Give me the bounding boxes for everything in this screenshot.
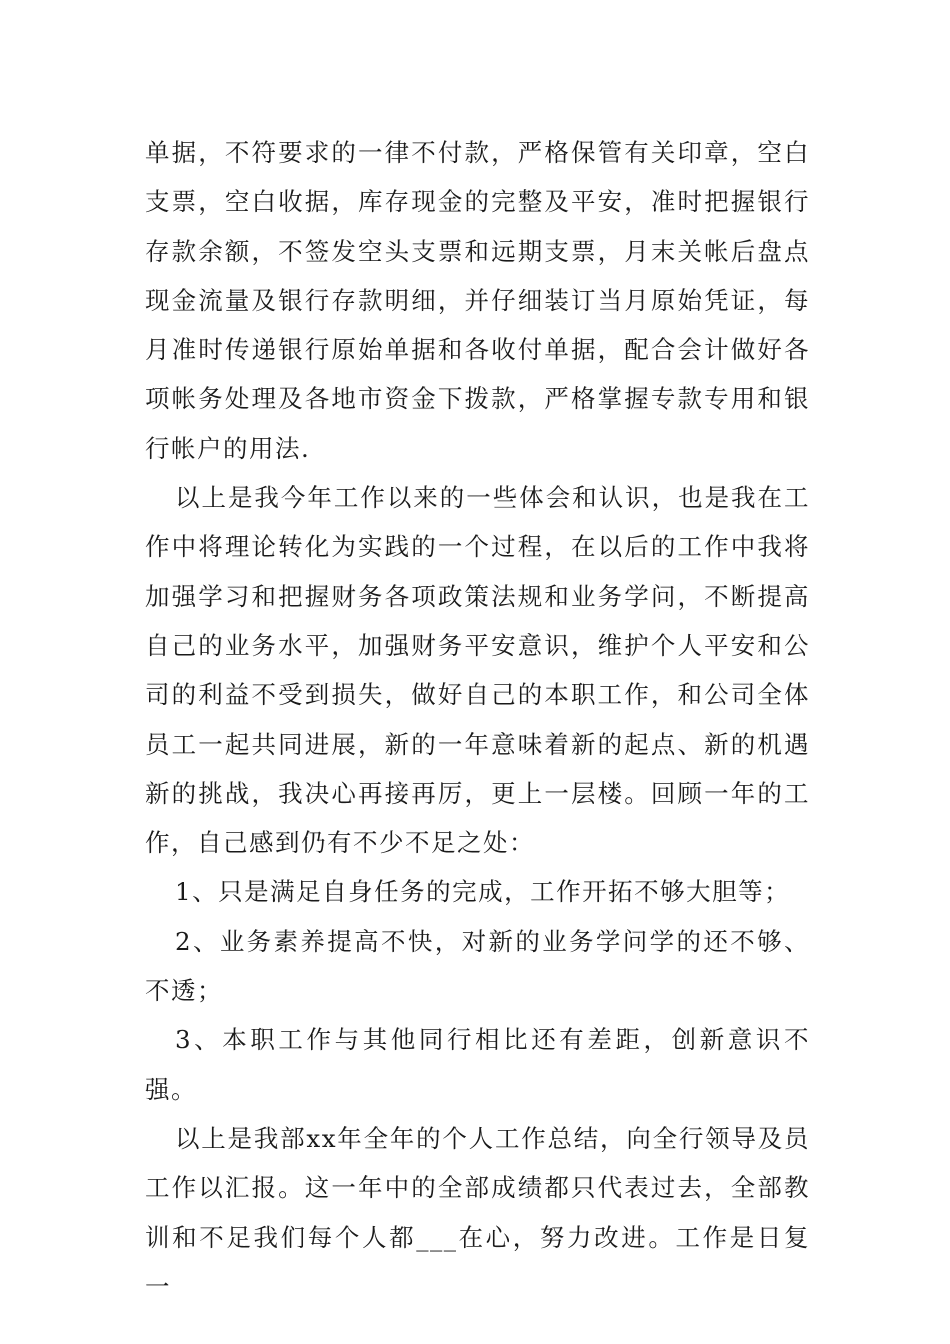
list-item-shortcoming-2: 2、业务素养提高不快，对新的业务学问学的还不够、不透； [145, 926, 810, 1006]
paragraph-summary: 以上是我部xx年全年的个人工作总结，向全行领导及员工作以汇报。这一年中的全部成绩都只代表过去，全部教训和不足我们每个人都___在心，努力改进。工作是日复一 [145, 1123, 810, 1301]
paragraph-banking-duties: 单据，不符要求的一律不付款，严格保管有关印章，空白支票，空白收据，库存现金的完整及平安，准时把握银行存款余额，不签发空头支票和远期支票，月末关帐后盘点现金流量及银行存款明细，并仔细装订当月原始凭证，每月准时传递银行原始单据和各收付单据，配合会计做好各项帐务处理及各地市资金下拨款，严格掌握专款专用和银行帐户的用法. [145, 138, 810, 463]
document-body [145, 128, 810, 1311]
list-item-shortcoming-1: 1、只是满足自身任务的完成，工作开拓不够大胆等； [175, 877, 791, 907]
paragraph-reflection: 以上是我今年工作以来的一些体会和认识，也是我在工作中将理论转化为实践的一个过程，在以后的工作中我将加强学习和把握财务各项政策法规和业务学问，不断提高自己的业务水平，加强财务平安意识，维护个人平安和公司的利益不受到损失，做好自己的本职工作，和公司全体员工一起共同进展，新的一年意味着新的起点、新的机遇新的挑战，我决心再接再厉，更上一层楼。回顾一年的工作，自己感到仍有不少不足之处： [145, 483, 810, 858]
list-item-shortcoming-3: 3、本职工作与其他同行相比还有差距，创新意识不强。 [145, 1025, 810, 1104]
